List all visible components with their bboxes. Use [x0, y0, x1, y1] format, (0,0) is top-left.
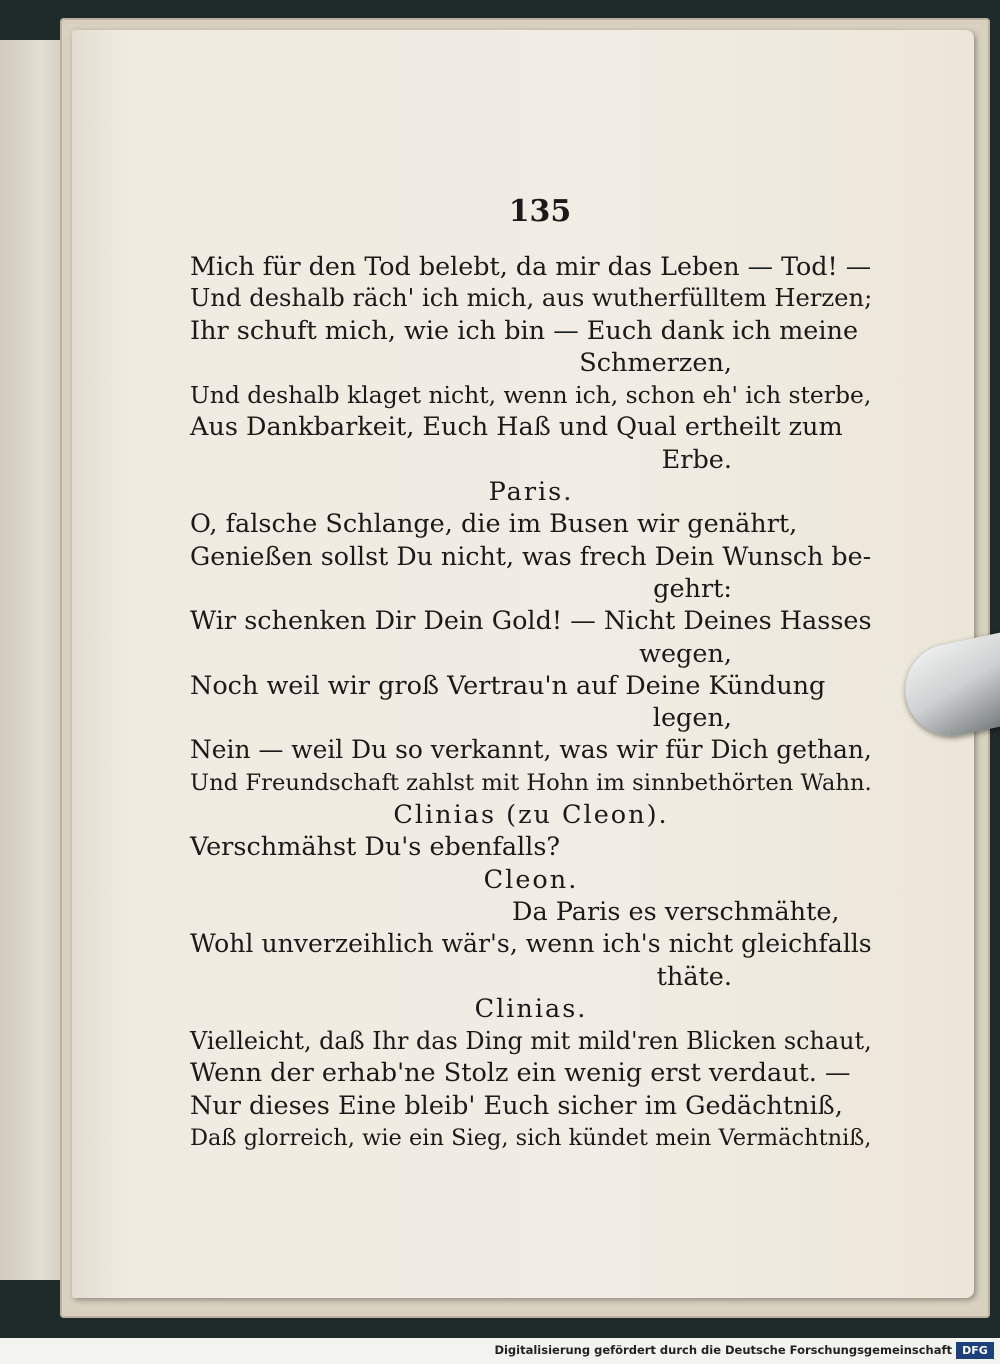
text-line: Wenn der erhab'ne Stolz ein wenig erst verdaut. —	[190, 1058, 851, 1089]
speaker-heading: Cleon.	[483, 864, 579, 895]
dfg-logo: DFG	[956, 1342, 994, 1359]
speaker-heading: Paris.	[488, 477, 574, 508]
speaker-heading: Clinias (zu Cleon).	[393, 800, 669, 831]
text-line: Ihr schuft mich, wie ich bin — Euch dank ich meine	[190, 315, 859, 346]
footer-credit: Digitalisierung gefördert durch die Deutsche Forschungsgemeinschaft	[494, 1343, 952, 1357]
text-line: Aus Dankbarkeit, Euch Haß und Qual ertheilt zum	[190, 412, 843, 443]
text-line: legen,	[652, 703, 732, 734]
text-line: Daß glorreich, wie ein Sieg, sich kündet mein Vermächtniß,	[190, 1125, 872, 1152]
page-number: 135	[508, 194, 572, 229]
text-line: Da Paris es verschmähte,	[512, 896, 840, 927]
text-line: Noch weil wir groß Vertrau'n auf Deine Kündung	[190, 670, 826, 701]
footer-bar	[0, 1338, 1000, 1364]
speaker-heading: Clinias.	[474, 993, 588, 1024]
text-line: Schmerzen,	[579, 347, 732, 378]
text-line: thäte.	[656, 961, 732, 992]
text-line: Und deshalb räch' ich mich, aus wutherfülltem Herzen;	[190, 284, 873, 313]
text-line: Wohl unverzeihlich wär's, wenn ich's nicht gleichfalls	[190, 929, 872, 959]
text-line: Nein — weil Du so verkannt, was wir für Dich gethan,	[190, 735, 872, 765]
text-line: Verschmähst Du's ebenfalls?	[190, 832, 561, 863]
text-line: wegen,	[639, 638, 732, 669]
text-line: Genießen sollst Du nicht, was frech Dein Wunsch be-	[190, 541, 872, 571]
text-line: Nur dieses Eine bleib' Euch sicher im Gedächtniß,	[190, 1090, 843, 1121]
text-line: gehrt:	[653, 573, 732, 604]
text-line: O, falsche Schlange, die im Busen wir genährt,	[190, 509, 798, 540]
text-line: Erbe.	[661, 444, 732, 475]
text-line: Vielleicht, daß Ihr das Ding mit mild'ren Blicken schaut,	[190, 1027, 872, 1056]
text-line: Wir schenken Dir Dein Gold! — Nicht Deines Hasses	[190, 606, 872, 637]
text-line: Mich für den Tod belebt, da mir das Leben — Tod! —	[190, 251, 872, 281]
text-line: Und Freundschaft zahlst mit Hohn im sinnbethörten Wahn.	[190, 769, 872, 796]
page-text	[190, 250, 872, 1154]
text-line: Und deshalb klaget nicht, wenn ich, schon eh' ich sterbe,	[190, 381, 872, 410]
